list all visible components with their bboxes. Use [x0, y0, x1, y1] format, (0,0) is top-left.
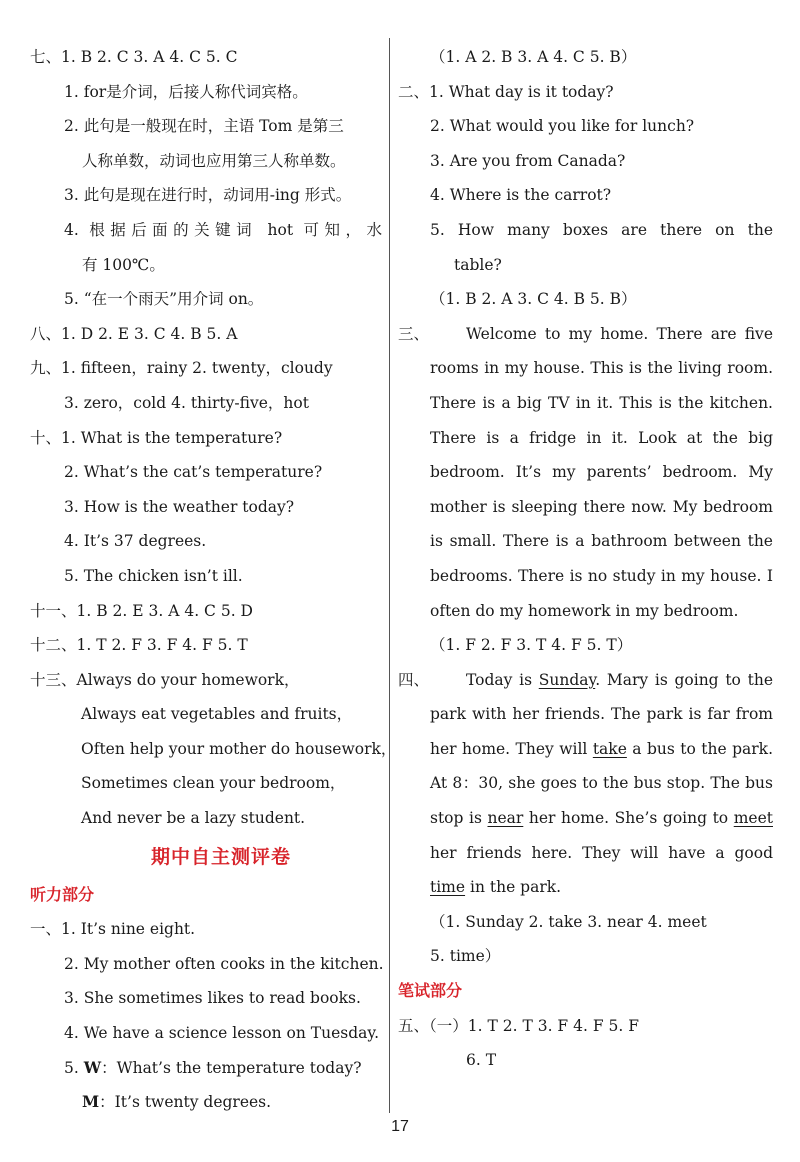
section-1-answers: （1. A 2. B 3. A 4. C 5. B） — [430, 48, 637, 66]
section-13-line-2: Always eat vegetables and fruits， — [81, 705, 353, 724]
underlined-word-1: Sunday — [538, 670, 596, 689]
section-2-item-5a: 5. How many boxes are there on the — [430, 220, 773, 239]
section-4-answers-b: 5. time） — [430, 947, 501, 966]
section-2-item-5b: table? — [454, 255, 502, 274]
listening-1-item-3: 3. She sometimes likes to read books. — [64, 989, 361, 1008]
section-10-item-4: 4. It’s 37 degrees. — [64, 532, 207, 551]
listening-1-item-1: 一、1. It’s nine eight. — [30, 920, 196, 939]
section-10-item-5: 5. The chicken isn’t ill. — [64, 566, 243, 585]
explanation-2a: 2. 此句是一般现在时，主语 Tom 是第三 — [64, 117, 344, 136]
section-2-answers: （1. B 2. A 3. C 4. B 5. B） — [430, 290, 637, 309]
explanation-4b: 有 100℃。 — [82, 255, 165, 274]
section-10-item-3: 3. How is the weather today? — [64, 497, 295, 516]
section-2-item-1: 二、1. What day is it today? — [398, 82, 614, 101]
section-2-item-4: 4. Where is the carrot? — [430, 186, 612, 205]
passage-text: her friends here. They will have a good — [430, 843, 773, 862]
section-4-block — [398, 663, 773, 905]
page-number: 17 — [391, 1118, 409, 1135]
explanation-2b: 人称单数，动词也应用第三人称单数。 — [82, 151, 346, 170]
section-3-label: 三、 — [398, 324, 430, 343]
section-13-line-4: Sometimes clean your bedroom， — [81, 774, 346, 793]
explanation-3: 3. 此句是现在进行时，动词用-ing 形式。 — [64, 186, 352, 205]
section-8-answers: 八、1. D 2. E 3. C 4. B 5. A — [30, 324, 238, 343]
passage-text: Today is — [466, 670, 539, 689]
underlined-word-3: near — [487, 809, 524, 828]
section-13-line-1: 十三、Always do your homework， — [30, 670, 300, 689]
passage-text: a bus to the park. At 8：30, she goes to the bus stop. The bus stop is — [430, 739, 773, 828]
written-section-heading: 笔试部分 — [398, 981, 463, 1001]
underlined-word-4: meet — [733, 809, 773, 828]
section-10-item-2: 2. What’s the cat’s temperature? — [64, 463, 323, 482]
speaker-w-text: ：What’s the temperature today? — [101, 1058, 362, 1077]
section-3-block — [398, 317, 773, 628]
passage-text: her home. She’s going to — [523, 809, 734, 828]
section-13-line-3: Often help your mother do housework， — [81, 739, 397, 758]
section-5-answers: 五、（一）1. T 2. T 3. F 4. F 5. F — [398, 1016, 639, 1035]
column-divider — [389, 38, 390, 1113]
section-4-answers-a: （1. Sunday 2. take 3. near 4. meet — [430, 912, 707, 931]
section-3-answers: （1. F 2. F 3. T 4. F 5. T） — [430, 636, 633, 655]
right-column — [398, 40, 773, 1078]
speaker-m-text: ：It’s twenty degrees. — [99, 1093, 272, 1112]
listening-1-item-4: 4. We have a science lesson on Tuesday. — [64, 1024, 380, 1043]
section-4-label: 四、 — [398, 670, 430, 689]
section-9-line-b: 3. zero，cold 4. thirty-five，hot — [64, 393, 309, 412]
explanation-5: 5. “在一个雨天”用介词 on。 — [64, 290, 264, 309]
section-13-line-5: And never be a lazy student. — [81, 809, 306, 828]
section-7-answers: 七、1. B 2. C 3. A 4. C 5. C — [30, 48, 238, 66]
section-3-passage: Welcome to my home. There are five rooms in my house. This is the living room. There is a big TV in it. This is the kitchen. There is a fridge in it. Look at the big bedroom. It’s my parents’ bedroom. My mother is sleeping there now. My bedroom is small. There is a bathroom between the bedrooms. There is no study in my house. I often do my homework in my bedroom. — [430, 324, 773, 620]
listening-1-item-5-w — [30, 1051, 382, 1086]
section-2-item-2: 2. What would you like for lunch? — [430, 117, 695, 136]
exam-title: 期中自主测评卷 — [150, 845, 291, 868]
section-2-item-3: 3. Are you from Canada? — [430, 151, 626, 170]
section-4-passage — [398, 663, 773, 905]
listening-section-heading: 听力部分 — [30, 884, 95, 904]
explanation-1: 1. for是介词，后接人称代词宾格。 — [64, 82, 308, 101]
listening-1-item-5-m — [30, 1085, 382, 1120]
listening-1-item-2: 2. My mother often cooks in the kitchen. — [64, 954, 384, 973]
speaker-m: M — [82, 1092, 100, 1112]
section-9-line-a: 九、1. fifteen，rainy 2. twenty，cloudy — [30, 359, 333, 378]
item-number: 5. — [64, 1058, 79, 1077]
speaker-w: W — [83, 1057, 102, 1077]
explanation-4a: 4. 根据后面的关键词 hot 可知，水 — [64, 220, 382, 239]
section-5-answers-cont: 6. T — [466, 1051, 497, 1070]
left-column — [30, 40, 397, 1120]
passage-text: in the park. — [465, 878, 562, 897]
passage-text: . Mary is going to the park with her friends. The park is far from her home. They will — [430, 670, 773, 758]
underlined-word-5: time — [430, 878, 466, 897]
section-12-answers: 十二、1. T 2. F 3. F 4. F 5. T — [30, 636, 248, 655]
section-10-item-1: 十、1. What is the temperature? — [30, 428, 283, 447]
underlined-word-2: take — [592, 739, 627, 758]
section-11-answers: 十一、1. B 2. E 3. A 4. C 5. D — [30, 601, 253, 620]
